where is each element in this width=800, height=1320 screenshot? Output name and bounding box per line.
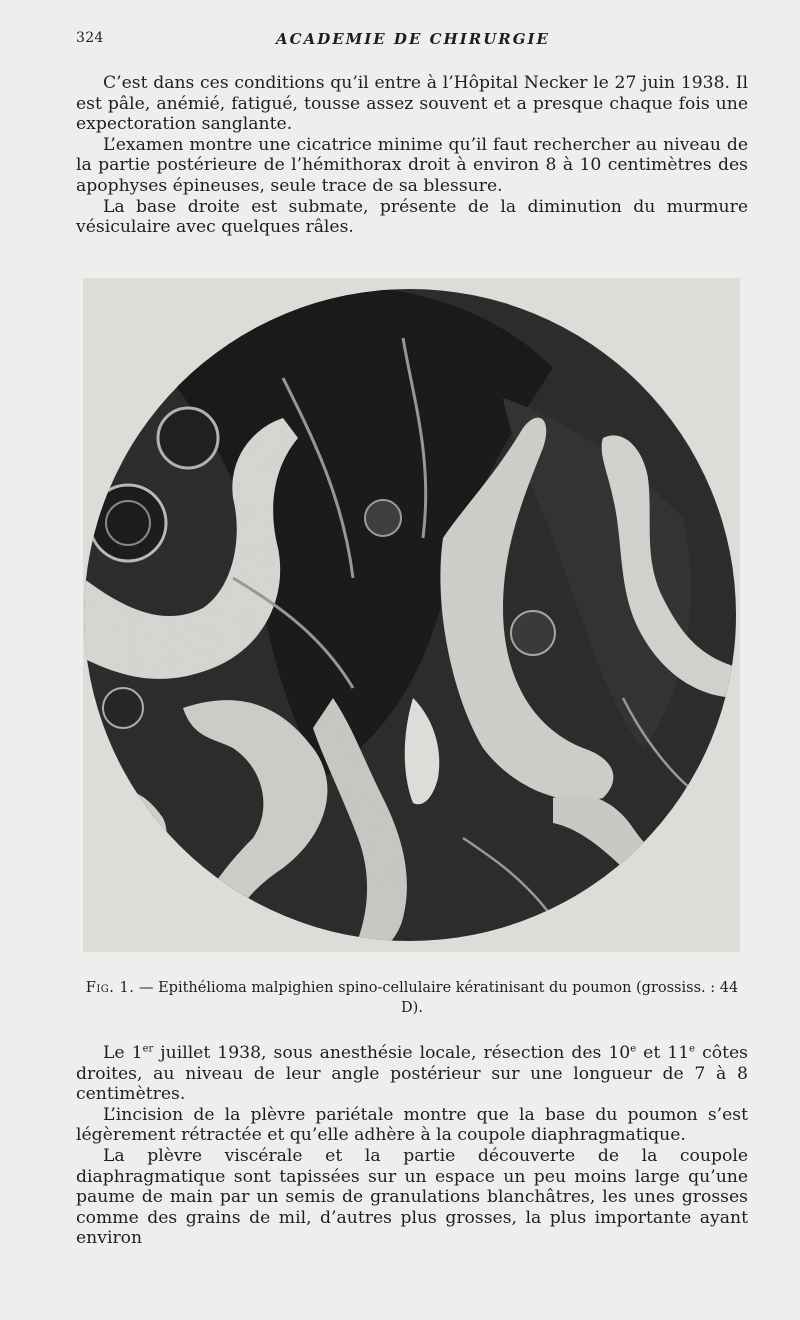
paragraph: L’examen montre une cicatrice minime qu’il faut rechercher au niveau de la partie postérieure de l’hémithorax droit à environ 8 à 10 centimètres des apophyses épineuses, seule trace de sa blessure. (76, 134, 748, 196)
micrograph-figure (83, 278, 740, 952)
figure-label: Fig. 1. (85, 980, 135, 996)
superscript: e (630, 1043, 637, 1055)
body-text-top (76, 73, 748, 238)
paragraph: La plèvre viscérale et la partie découverte de la coupole diaphragmatique sont tapissées sur un espace un peu moins large qu’une paume de main par un semis de granulations blanchâtres, les unes grosses comme des grains de mil, d’autres plus grosses, la plus importante ayant environ (76, 1145, 748, 1249)
page-header (76, 30, 750, 52)
paragraph: La base droite est submate, présente de la diminution du murmure vésiculaire avec quelques râles. (76, 196, 748, 238)
paragraph: L’incision de la plèvre pariétale montre que la base du poumon s’est légèrement rétractée et qu’elle adhère à la coupole diaphragmatique. (76, 1104, 748, 1146)
running-head: ACADEMIE DE CHIRURGIE (276, 30, 550, 48)
superscript: er (142, 1043, 154, 1055)
text-run: côtes droites, au niveau de leur angle postérieur sur une longueur de 7 à 8 centimètres. (76, 1043, 748, 1105)
superscript: e (689, 1043, 696, 1055)
figure-caption (76, 978, 748, 1018)
paragraph (76, 1043, 748, 1105)
paragraph: C’est dans ces conditions qu’il entre à l’Hôpital Necker le 27 juin 1938. Il est pâle, anémié, fatigué, tousse assez souvent et a presque chaque fois une expectoration sanglante. (76, 73, 748, 135)
text-run: Le 1 (103, 1043, 143, 1063)
micrograph-image (83, 278, 740, 952)
body-text-bottom (76, 1043, 748, 1249)
page-number: 324 (76, 30, 104, 46)
text-run: et 11 (636, 1043, 690, 1063)
text-run: juillet 1938, sous anesthésie locale, résection des 10 (153, 1043, 631, 1063)
figure-caption-text: — Epithélioma malpighien spino-cellulaire kératinisant du poumon (grossiss. : 44 D). (134, 980, 739, 1016)
